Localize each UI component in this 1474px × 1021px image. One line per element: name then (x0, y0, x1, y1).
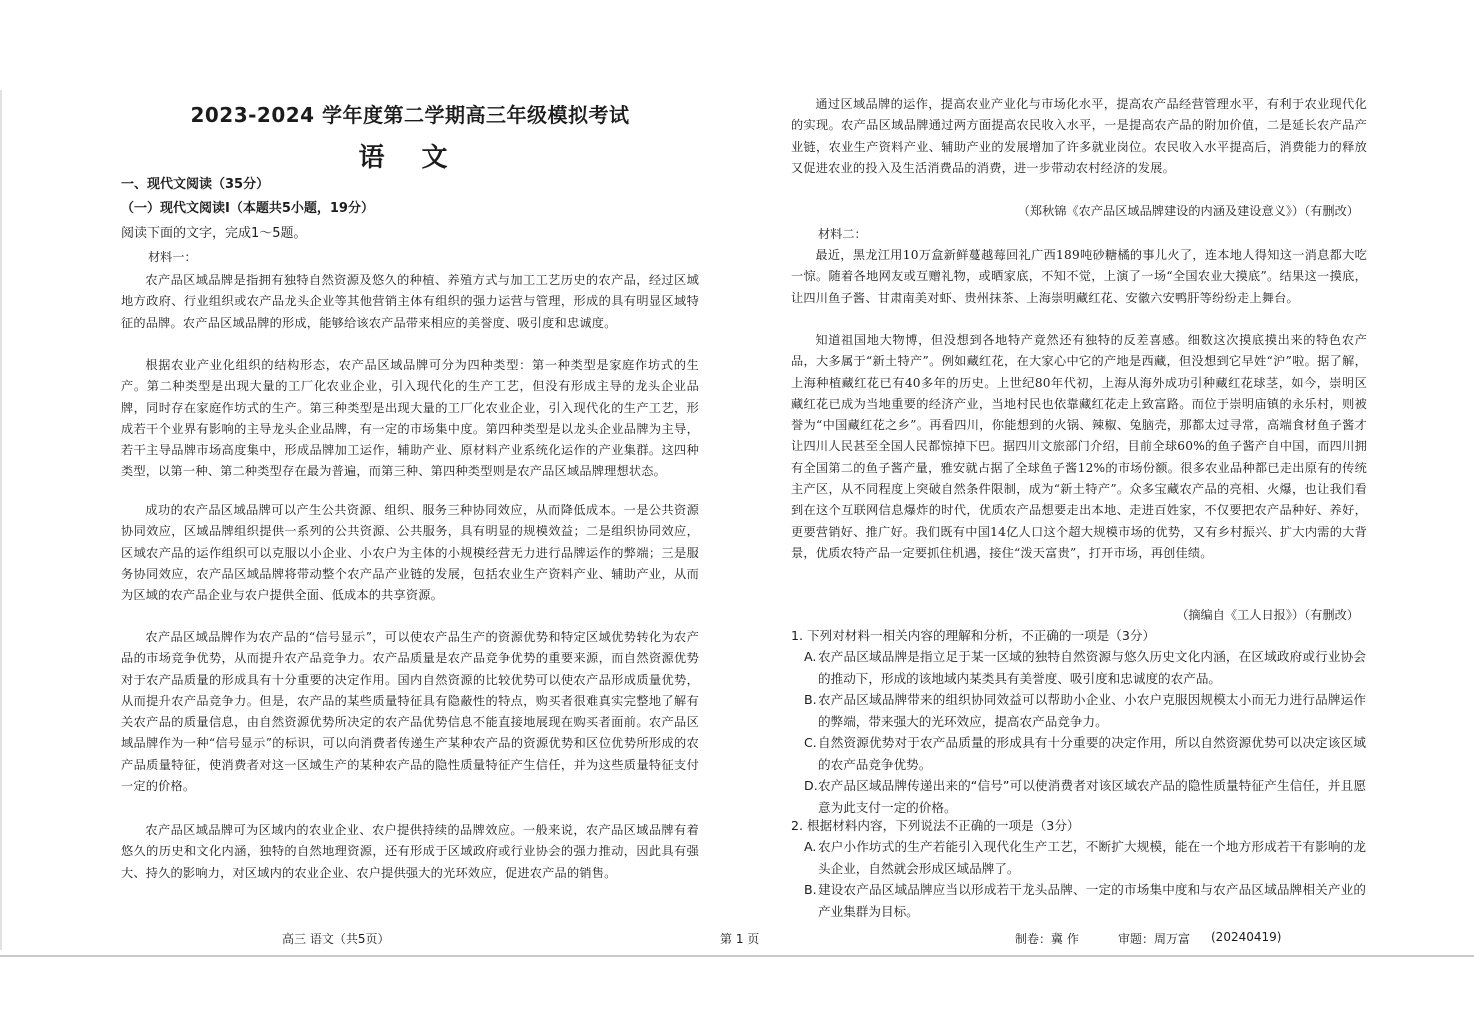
material1-paragraph: 根据农业产业化组织的结构形态，农产品区域品牌可分为四种类型：第一种类型是家庭作坊式的生产。第二种类型是出现大量的工厂化农业企业，引入现代化的生产工艺，但没有形成主导的龙头企业品牌，同时存在家庭作坊式的生产。第三种类型是出现大量的工厂化农业企业，引入现代化的生产工艺，形成若干个业界有影响的主导龙头企业品牌，有一定的市场集中度。第四种类型是以龙头企业品牌为主导，若干主导品牌市场高度集中，形成品牌加工运作，辅助产业、原材料产业系统化运作的产业集群。这四种类型，以第一种、第二种类型存在最为普遍，而第三种、第四种类型则是农产品区域品牌理想状态。 (121, 358, 699, 479)
footer-page-count: 高三 语文（共5页） (282, 932, 390, 946)
option-text: 农产品区域品牌传递出来的“信号”可以使消费者对该区域农产品的隐性质量特征产生信任，并且愿意为此支付一定的价格。 (818, 778, 1366, 815)
option-text: 农户小作坊式的生产若能引入现代化生产工艺，不断扩大规模，能在一个地方形成若干有影响的龙头企业，自然就会形成区域品牌了。 (818, 839, 1366, 876)
option-key: B. (804, 692, 817, 707)
exam-title: 2023-2024 学年度第二学期高三年级模拟考试 (190, 103, 630, 127)
question-1-option-c (804, 732, 1366, 775)
option-key: A. (804, 649, 817, 664)
footer-maker: 制卷：冀 作 (1015, 932, 1079, 946)
material2-paragraph: 最近，黑龙江用10万盒新鲜蔓越莓回礼广西189吨砂糖橘的事儿火了，连本地人得知这一消息都大吃一惊。随着各地网友或互赠礼物，或晒家底，不知不觉，上演了一场“全国农业大摸底”。结果这一摸底，让四川鱼子酱、甘肃南美对虾、贵州抹茶、上海崇明藏红花、安徽六安鸭肝等纷纷走上舞台。 (791, 248, 1367, 305)
material1-paragraph: 农产品区域品牌可为区域内的农业企业、农户提供持续的品牌效应。一般来说，农产品区域品牌有着悠久的历史和文化内涵，独特的自然地理资源，还有形成于区域政府或行业协会的强力推动，因此具有强大、持久的影响力，对区域内的农业企业、农户提供强大的光环效应，促进农产品的销售。 (121, 823, 699, 880)
option-text: 农产品区域品牌是指立足于某一区域的独特自然资源与悠久历史文化内涵，在区域政府或行业协会的推动下，形成的该地域内某类具有美誉度、吸引度和忠诚度的农产品。 (818, 649, 1366, 686)
option-key: C. (804, 735, 817, 750)
sub-heading: （一）现代文阅读Ⅰ（本题共5小题，19分） (121, 201, 374, 216)
question-1-option-b (804, 689, 1366, 732)
option-text: 建设农产品区域品牌应当以形成若干龙头品牌、一定的市场集中度和与农产品区域品牌相关产业的产业集群为目标。 (818, 882, 1366, 919)
material1-paragraph: 农产品区域品牌作为农产品的“信号显示”，可以使农产品生产的资源优势和特定区域优势转化为农产品的市场竞争优势，从而提升农产品竞争力。农产品质量是农产品竞争优势的重要来源，而自然资源优势对于农产品质量的形成具有十分重要的决定作用。国内自然资源的比较优势可以使农产品形成质量优势，从而提升农产品竞争力。但是，农产品的某些质量特征具有隐蔽性的特点，购买者很难真实完整地了解有关农产品的质量信息，由自然资源优势所决定的农产品优势信息不能直接地展现在购买者面前。农产品区域品牌作为一种“信号显示”的标识，可以向消费者传递生产某种农产品的资源优势和区位优势所形成的农产品质量特征，使消费者对这一区域生产的某种农产品的隐性质量特征产生信任，并为这些质量特征支付一定的价格。 (121, 630, 699, 794)
subject-title: 语 文 (358, 143, 462, 173)
material2-source: （摘编自《工人日报》）（有删改） (1176, 608, 1359, 622)
material2-paragraph: 知道祖国地大物博，但没想到各地特产竟然还有独特的反差喜感。细数这次摸底摸出来的特色农产品，大多属于“新土特产”。例如藏红花，在大家心中它的产地是西藏，但没想到它早姓“沪”啦。据了解，上海种植藏红花已有40多年的历史。上世纪80年代初，上海从海外成功引种藏红花球茎，如今，崇明区藏红花已成为当地重要的经济产业，当地村民也依靠藏红花走上致富路。而位于崇明庙镇的永乐村，则被誉为“中国藏红花之乡”。再看四川，你能想到的火锅、辣椒、兔脑壳，那都太过寻常，高端食材鱼子酱才让四川人民甚至全国人民都惊掉下巴。据四川文旅部门介绍，目前全球60%的鱼子酱产自中国，而四川拥有全国第二的鱼子酱产量，雅安就占据了全球鱼子酱12%的市场份额。很多农业品种都已走出原有的传统主产区，从不同程度上突破自然条件限制，成为“新土特产”。众多宝藏农产品的亮相、火爆，也让我们看到在这个互联网信息爆炸的时代，优质农产品想要走出本地、走进百姓家，不仅要把农产品种好、养好，更要营销好、推广好。我们既有中国14亿人口这个超大规模市场的优势，又有乡村振兴、扩大内需的大背景，优质农特产品一定要抓住机遇，接住“泼天富贵”，打开市场，再创佳绩。 (791, 333, 1367, 560)
footer-page-number: 第 1 页 (720, 932, 760, 946)
material2-label: 材料二： (818, 227, 867, 241)
material1-paragraph: 农产品区域品牌是指拥有独特自然资源及悠久的种植、养殖方式与加工工艺历史的农产品，经过区域地方政府、行业组织或农产品龙头企业等其他营销主体有组织的强力运营与管理，形成的具有明显区域特征的品牌。农产品区域品牌的形成，能够给该农产品带来相应的美誉度、吸引度和忠诚度。 (121, 273, 699, 330)
option-text: 农产品区域品牌带来的组织协同效益可以帮助小企业、小农户克服因规模太小而无力进行品牌运作的弊端，带来强大的光环效应，提高农产品竞争力。 (818, 692, 1366, 729)
footer-date: (20240419) (1211, 930, 1282, 944)
question-1-option-a (804, 646, 1366, 689)
material1-source: （郑秋锦《农产品区域品牌建设的内涵及建设意义》）（有删改） (1017, 204, 1359, 218)
option-text: 自然资源优势对于农产品质量的形成具有十分重要的决定作用，所以自然资源优势可以决定该区域的农产品竞争优势。 (818, 735, 1366, 772)
material1-paragraph: 成功的农产品区域品牌可以产生公共资源、组织、服务三种协同效应，从而降低成本。一是公共资源协同效应，区域品牌组织提供一系列的公共资源、公共服务，具有明显的规模效益；二是组织协同效应，区域农产品的运作组织可以克服以小企业、小农户为主体的小规模经营无力进行品牌运作的弊端；三是服务协同效应，农产品区域品牌将带动整个农产品产业链的发展，包括农业生产资料产业、辅助产业，从而为区域的农产品企业与农户提供全面、低成本的共享资源。 (121, 503, 699, 603)
question-1-stem: 1. 下列对材料一相关内容的理解和分析，不正确的一项是（3分） (791, 628, 1156, 643)
footer-divider (0, 955, 1474, 957)
material1-continuation: 通过区域品牌的运作，提高农业产业化与市场化水平，提高农产品经营管理水平，有利于农业现代化的实现。农产品区域品牌通过两方面提高农民收入水平，一是提高农产品的附加价值，二是延长农产品产业链，农业生产资料产业、辅助产业的发展增加了许多就业岗位。农民收入水平提高后，消费能力的释放又促进农业的投入及生活消费品的消费，进一步带动农村经济的发展。 (791, 97, 1367, 175)
material1-label: 材料一： (148, 250, 197, 264)
footer-reviewer: 审题：周万富 (1118, 932, 1191, 946)
option-key: B. (804, 882, 817, 897)
question-2-option-a (804, 836, 1366, 879)
scan-edge-shadow (0, 90, 2, 950)
question-1-option-d (804, 775, 1366, 818)
question-2-option-b (804, 879, 1366, 922)
section-heading: 一、现代文阅读（35分） (121, 177, 270, 192)
instruction: 阅读下面的文字，完成1～5题。 (121, 226, 307, 241)
question-2-stem: 2. 根据材料内容，下列说法不正确的一项是（3分） (791, 818, 1080, 833)
option-key: D. (804, 778, 818, 793)
option-key: A. (804, 839, 817, 854)
